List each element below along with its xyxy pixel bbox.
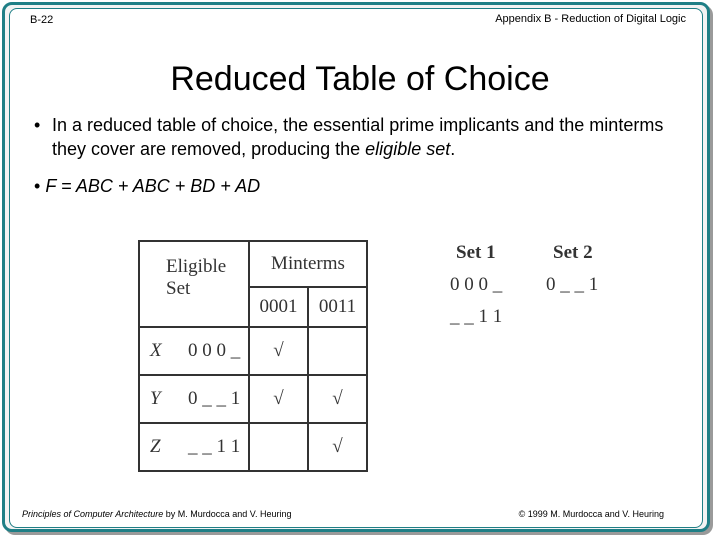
bullet-dot: •: [34, 115, 41, 135]
check-cell: √: [308, 423, 367, 471]
page-number: B-22: [30, 14, 54, 26]
bullet-1: [34, 113, 694, 161]
row-var: Y: [150, 388, 161, 409]
set2-item: 0 _ _ 1: [546, 274, 599, 295]
minterm-col-0001: 0001: [249, 287, 308, 327]
table-row: [139, 423, 367, 471]
row-pattern: _ _ 1 1: [188, 436, 241, 457]
row-pattern: 0 0 0 _: [188, 340, 241, 361]
check-cell: [308, 327, 367, 375]
set2-header: Set 2: [553, 242, 593, 263]
set1-header: Set 1: [456, 242, 496, 263]
bullet-1-emphasis: eligible set: [365, 139, 451, 159]
reduced-choice-table: [138, 240, 368, 472]
row-var: X: [150, 340, 162, 361]
footer-citation: [22, 509, 291, 519]
bullet-1-main: In a reduced table of choice, the essential prime implicants and the minterms they cover are removed, producing the: [52, 115, 664, 159]
check-cell: √: [249, 375, 308, 423]
bullet-1-end: .: [450, 139, 456, 159]
eligible-header-line1: Eligible: [166, 256, 227, 277]
set1-item: _ _ 1 1: [450, 306, 503, 327]
table-header-row: [139, 241, 367, 287]
table-row: [139, 375, 367, 423]
footer-copyright: © 1999 M. Murdocca and V. Heuring: [518, 509, 664, 519]
eligible-header-line2: Set: [166, 278, 191, 299]
check-cell: √: [308, 375, 367, 423]
slide-title: Reduced Table of Choice: [170, 60, 550, 98]
bullet-2: [34, 174, 260, 198]
bullet-2-equation: F = ABC + ABC + BD + AD: [45, 176, 261, 196]
table-row: [139, 327, 367, 375]
footer-book-title: Principles of Computer Architecture: [22, 509, 164, 519]
bullet-1-text: [52, 113, 694, 161]
chapter-title: Appendix B - Reduction of Digital Logic: [495, 13, 686, 25]
minterms-header: Minterms: [249, 241, 367, 287]
eligible-set-header: [139, 241, 249, 327]
footer-authors: by M. Murdocca and V. Heuring: [163, 509, 292, 519]
check-cell: √: [249, 327, 308, 375]
row-label-y: [139, 375, 249, 423]
row-pattern: 0 _ _ 1: [188, 388, 241, 409]
check-cell: [249, 423, 308, 471]
row-label-z: [139, 423, 249, 471]
minterm-col-0011: 0011: [308, 287, 367, 327]
row-label-x: [139, 327, 249, 375]
bullet-dot: •: [34, 176, 41, 196]
row-var: Z: [150, 436, 161, 457]
set1-item: 0 0 0 _: [450, 274, 503, 295]
